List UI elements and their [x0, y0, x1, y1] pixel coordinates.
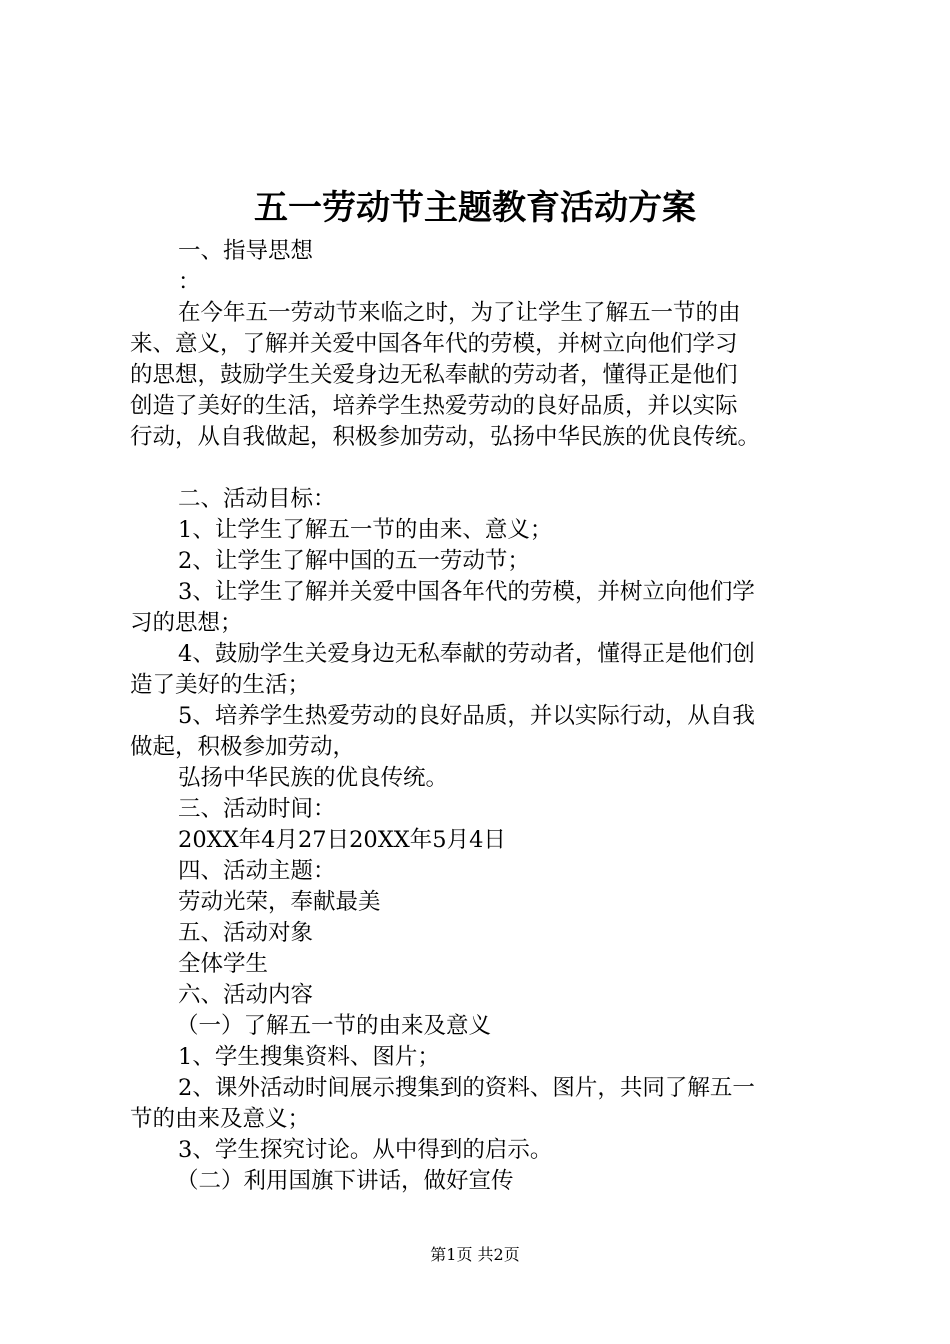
page-footer: 第1页 共2页	[430, 1245, 520, 1264]
list-item-continuation: 做起，积极参加劳动，	[130, 734, 356, 760]
activity-theme: 劳动光荣，奉献最美	[178, 889, 381, 915]
list-item-continuation: 习的思想；	[130, 610, 243, 636]
document-body	[130, 236, 835, 1197]
colon-line: ：	[178, 269, 201, 295]
list-item: 1、让学生了解五一节的由来、意义；	[178, 517, 553, 543]
paragraph-gap	[130, 453, 835, 484]
subsection-heading: （二）利用国旗下讲话，做好宣传	[176, 1168, 514, 1194]
list-item-continuation: 造了美好的生活；	[130, 672, 311, 698]
document-title: 五一劳动节主题教育活动方案	[254, 188, 696, 228]
list-item: 3、学生探究讨论。从中得到的启示。	[178, 1137, 553, 1163]
list-item-continuation: 节的由来及意义；	[130, 1106, 311, 1132]
paragraph-line: 创造了美好的生活，培养学生热爱劳动的良好品质，并以实际	[130, 393, 738, 419]
list-item: 3、让学生了解并关爱中国各年代的劳模，并树立向他们学	[178, 579, 755, 605]
section-heading-content: 六、活动内容	[178, 982, 314, 1008]
paragraph-line: 来、意义，了解并关爱中国各年代的劳模，并树立向他们学习	[130, 331, 738, 357]
section-heading-guiding-thought: 一、指导思想	[178, 238, 314, 264]
subsection-heading: （一）了解五一节的由来及意义	[176, 1013, 492, 1039]
activity-dates: 20XX年4月27日20XX年5月4日	[178, 827, 506, 853]
list-item: 4、鼓励学生关爱身边无私奉献的劳动者，懂得正是他们创	[178, 641, 755, 667]
list-item-continuation: 弘扬中华民族的优良传统。	[178, 765, 449, 791]
section-heading-time: 三、活动时间：	[178, 796, 336, 822]
section-heading-goals: 二、活动目标：	[178, 486, 336, 512]
list-item: 2、课外活动时间展示搜集到的资料、图片，共同了解五一	[178, 1075, 755, 1101]
list-item: 5、培养学生热爱劳动的良好品质，并以实际行动，从自我	[178, 703, 755, 729]
section-heading-audience: 五、活动对象	[178, 920, 314, 946]
activity-audience: 全体学生	[178, 951, 269, 977]
list-item: 1、学生搜集资料、图片；	[178, 1044, 440, 1070]
paragraph-line: 行动，从自我做起，积极参加劳动，弘扬中华民族的优良传统。	[130, 424, 761, 450]
list-item: 2、让学生了解中国的五一劳动节；	[178, 548, 530, 574]
paragraph-line: 的思想，鼓励学生关爱身边无私奉献的劳动者，懂得正是他们	[130, 362, 738, 388]
paragraph-line: 在今年五一劳动节来临之时，为了让学生了解五一节的由	[178, 300, 741, 326]
section-heading-theme: 四、活动主题：	[178, 858, 336, 884]
